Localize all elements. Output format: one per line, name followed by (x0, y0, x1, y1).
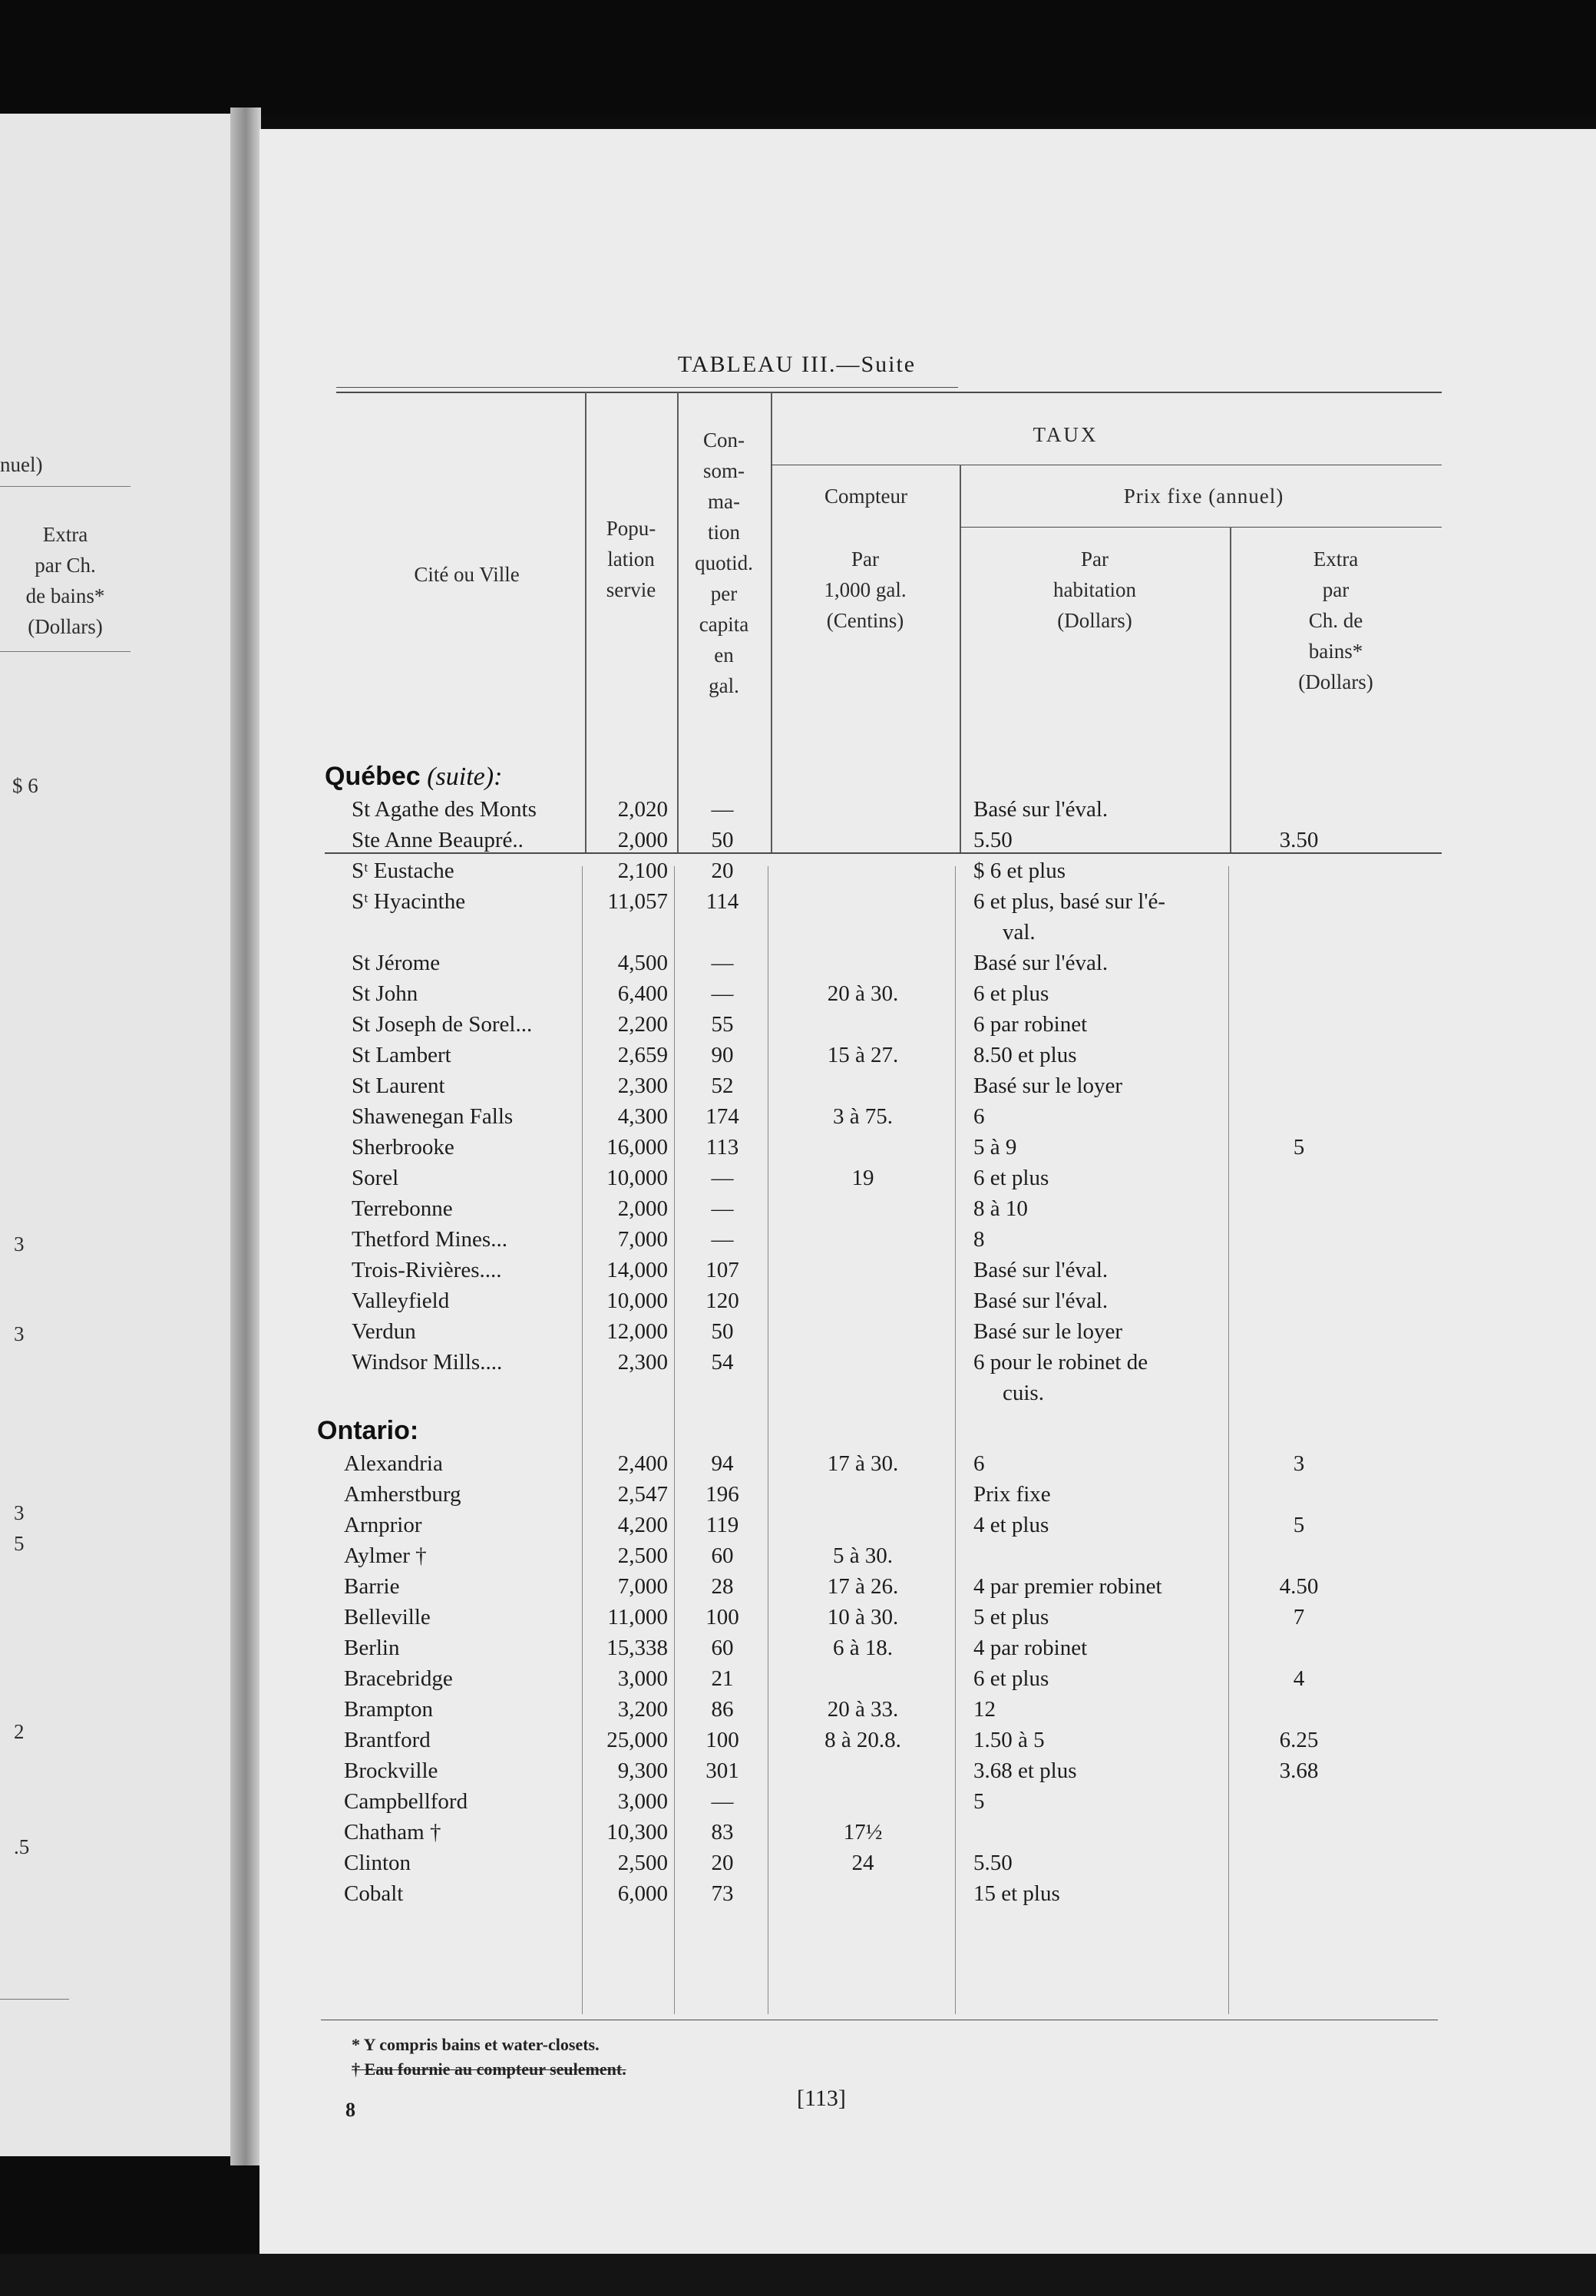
city-name: Brantford (344, 1728, 431, 1752)
table-row (259, 1786, 1596, 1817)
city-name: Sᵗ Eustache (352, 859, 454, 883)
consumption-value: 94 (711, 1451, 734, 1476)
consumption-value: 60 (711, 1636, 734, 1660)
prix-habitation-value: Basé sur l'éval. (973, 797, 1109, 822)
population-value: 7,000 (617, 1574, 668, 1599)
population-value: 7,000 (617, 1227, 668, 1252)
header-population-line: servie (606, 578, 656, 601)
title-rule (336, 387, 958, 388)
compteur-value: 6 à 18. (832, 1636, 894, 1660)
table-row (259, 1694, 1596, 1725)
table-row (259, 1633, 1596, 1663)
table-row (259, 1663, 1596, 1694)
population-value: 11,000 (607, 1605, 668, 1629)
table-row (259, 1479, 1596, 1510)
city-name: Berlin (344, 1636, 400, 1660)
population-value: 2,659 (617, 1043, 668, 1067)
prix-habitation-value: 5.50 (973, 828, 1013, 852)
header-extra-line: bains* (1308, 640, 1363, 663)
table-row (259, 1540, 1596, 1571)
consumption-value: 120 (705, 1289, 739, 1313)
prix-habitation-value: 6 pour le robinet de (973, 1350, 1148, 1375)
population-value: 9,300 (617, 1758, 668, 1783)
prix-habitation-value: 3.68 et plus (973, 1758, 1077, 1783)
consumption-value: 20 (711, 859, 734, 883)
city-name: Windsor Mills.... (352, 1350, 503, 1375)
left-page-value: .5 (14, 1835, 30, 1858)
prix-habitation-value: 4 par premier robinet (973, 1574, 1162, 1599)
header-consumption-line: Con- (703, 428, 745, 452)
table-row (259, 1193, 1596, 1224)
scan-border-top (0, 0, 1596, 115)
population-value: 2,000 (617, 1196, 668, 1221)
population-value: 2,300 (617, 1350, 668, 1375)
city-name: St Jérome (352, 951, 441, 975)
population-value: 2,100 (617, 859, 668, 883)
table-row (259, 1571, 1596, 1602)
left-page-value: 3 (14, 1232, 25, 1256)
header-consumption-line: ma- (708, 490, 740, 513)
header-consumption-line: tion (707, 521, 740, 544)
left-page-header-line: (Dollars) (28, 615, 103, 638)
consumption-value: 83 (711, 1820, 734, 1844)
population-value: 25,000 (606, 1728, 668, 1752)
prix-habitation-value: 4 et plus (973, 1513, 1049, 1537)
population-value: 2,200 (617, 1012, 668, 1037)
compteur-value: 20 à 33. (827, 1697, 899, 1722)
table-row (259, 1878, 1596, 1909)
table-title: TABLEAU III.—Suite (677, 352, 917, 377)
population-value: 3,200 (617, 1697, 668, 1722)
consumption-value: 301 (705, 1758, 739, 1783)
population-value: 10,300 (606, 1820, 668, 1844)
left-page-header-fragment: nuel) (0, 453, 43, 476)
city-name: Verdun (352, 1319, 416, 1344)
consumption-value: 52 (711, 1074, 734, 1098)
population-value: 2,300 (617, 1074, 668, 1098)
consumption-value: 55 (711, 1012, 734, 1037)
extra-value: 3.50 (1279, 828, 1319, 852)
table-row (259, 1755, 1596, 1786)
compteur-value: 24 (851, 1851, 874, 1875)
prix-habitation-value: 6 (973, 1451, 985, 1476)
header-population (585, 513, 677, 605)
prix-habitation-value: 5 et plus (973, 1605, 1049, 1629)
prix-habitation-value: 6 et plus (973, 1166, 1049, 1190)
consumption-value: 20 (711, 1851, 734, 1875)
left-page-value: 5 (14, 1532, 25, 1555)
compteur-value: 8 à 20.8. (824, 1728, 901, 1752)
consumption-value: 28 (711, 1574, 734, 1599)
header-population-line: lation (607, 548, 655, 571)
left-page-header-line: Extra (42, 523, 88, 546)
population-value: 10,000 (606, 1166, 668, 1190)
prix-habitation-value: 8.50 et plus (973, 1043, 1077, 1067)
city-name: Belleville (344, 1605, 431, 1629)
left-page-rule (0, 486, 131, 487)
table-row (259, 1224, 1596, 1255)
compteur-value: 3 à 75. (832, 1104, 894, 1129)
population-value: 3,000 (617, 1666, 668, 1691)
table-row (259, 825, 1596, 855)
consumption-value: 196 (705, 1482, 739, 1507)
table-row (259, 1448, 1596, 1479)
consumption-value: — (711, 1166, 734, 1190)
table-row (259, 794, 1596, 825)
footnote-2: † Eau fournie au compteur seulement. (352, 2059, 626, 2079)
table-row (259, 1132, 1596, 1163)
prix-habitation-value: 8 à 10 (973, 1196, 1028, 1221)
header-compteur: Compteur (824, 485, 907, 508)
consumption-value: 21 (711, 1666, 734, 1691)
consumption-value: 73 (711, 1881, 734, 1906)
city-name: Shawenegan Falls (352, 1104, 514, 1129)
prix-habitation-value: 5 à 9 (973, 1135, 1017, 1160)
population-value: 15,338 (606, 1636, 668, 1660)
table-row (259, 1101, 1596, 1132)
prix-habitation-value: 12 (973, 1697, 996, 1722)
prix-habitation-value: 6 et plus (973, 1666, 1049, 1691)
consumption-value: — (711, 1789, 734, 1814)
table-row (259, 1070, 1596, 1101)
table-row (259, 1725, 1596, 1755)
header-prix-fixe: Prix fixe (annuel) (1123, 485, 1284, 508)
header-extra-line: Extra (1313, 548, 1359, 571)
consumption-value: — (711, 981, 734, 1006)
table-row (259, 1009, 1596, 1040)
header-par-1000-line: 1,000 gal. (824, 578, 907, 601)
city-name: Sherbrooke (352, 1135, 454, 1160)
consumption-value: 114 (705, 889, 739, 914)
population-value: 4,300 (617, 1104, 668, 1129)
left-page-extra-header (0, 519, 131, 642)
header-par-habitation-line: Par (1081, 548, 1109, 571)
table-row (259, 1848, 1596, 1878)
population-value: 10,000 (606, 1289, 668, 1313)
scan-border-bottom (0, 2254, 1596, 2296)
population-value: 2,400 (617, 1451, 668, 1476)
book-gutter (230, 108, 261, 2165)
header-consumption-line: per (710, 582, 738, 605)
city-name: St John (352, 981, 418, 1006)
province-heading (325, 762, 502, 792)
prix-habitation-value: 5.50 (973, 1851, 1013, 1875)
city-name: Brampton (344, 1697, 433, 1722)
consumption-value: 86 (711, 1697, 734, 1722)
table-row (259, 1602, 1596, 1633)
city-name: Thetford Mines... (352, 1227, 507, 1252)
header-consumption-line: gal. (709, 674, 739, 697)
prix-habitation-value: Basé sur l'éval. (973, 1258, 1109, 1282)
extra-value: 6.25 (1279, 1728, 1319, 1752)
prix-habitation-value: 6 et plus, basé sur l'é- (973, 889, 1166, 914)
population-value: 6,400 (617, 981, 668, 1006)
table-row (259, 948, 1596, 978)
city-name: Sᵗ Hyacinthe (352, 889, 466, 914)
extra-value: 3.68 (1279, 1758, 1319, 1783)
header-population-line: Popu- (606, 517, 656, 540)
consumption-value: — (711, 1227, 734, 1252)
consumption-value: 113 (705, 1135, 739, 1160)
header-consumption-line: capita (699, 613, 749, 636)
city-name: Terrebonne (352, 1196, 453, 1221)
prix-habitation-continuation: val. (1003, 920, 1036, 945)
consumption-value: 50 (711, 828, 734, 852)
header-city: Cité ou Ville (414, 563, 520, 586)
city-name: Trois-Rivières.... (352, 1258, 502, 1282)
compteur-value: 15 à 27. (827, 1043, 899, 1067)
province-heading (317, 1416, 418, 1446)
city-name: Campbellford (344, 1789, 468, 1814)
table-row-continuation (259, 1378, 1596, 1408)
header-extra-line: Ch. de (1308, 609, 1363, 632)
city-name: Bracebridge (344, 1666, 453, 1691)
prix-habitation-value: Basé sur l'éval. (973, 1289, 1109, 1313)
consumption-value: 50 (711, 1319, 734, 1344)
header-par-habitation (960, 544, 1230, 636)
city-name: Arnprior (344, 1513, 422, 1537)
population-value: 2,000 (617, 828, 668, 852)
left-page-value: 3 (14, 1322, 25, 1345)
footnote-1: * Y compris bains et water-closets. (352, 2035, 600, 2054)
prix-habitation-value: Basé sur le loyer (973, 1074, 1123, 1098)
left-page-header-line: de bains* (25, 584, 105, 607)
consumption-value: 90 (711, 1043, 734, 1067)
consumption-value: 174 (705, 1104, 739, 1129)
header-top-rule (336, 392, 1442, 393)
left-page-rule (0, 651, 131, 652)
header-consumption (677, 425, 771, 701)
prix-habitation-value: 5 (973, 1789, 985, 1814)
city-name: Barrie (344, 1574, 400, 1599)
city-name: Amherstburg (344, 1482, 461, 1507)
population-value: 11,057 (607, 889, 668, 914)
header-extra-line: par (1322, 578, 1350, 601)
header-taux: TAUX (1033, 423, 1099, 446)
city-name: Chatham † (344, 1820, 441, 1844)
left-page-value: 3 (14, 1501, 25, 1524)
header-par-1000-line: (Centins) (826, 609, 904, 632)
left-page-value: $ 6 (12, 774, 38, 797)
right-page (259, 129, 1596, 2296)
compteur-value: 19 (851, 1166, 874, 1190)
city-name: St Lambert (352, 1043, 451, 1067)
compteur-value: 17 à 26. (827, 1574, 899, 1599)
population-value: 12,000 (606, 1319, 668, 1344)
left-page-value: 2 (14, 1720, 25, 1743)
table-row (259, 1817, 1596, 1848)
population-value: 14,000 (606, 1258, 668, 1282)
consumption-value: 100 (705, 1605, 739, 1629)
extra-value: 3 (1293, 1451, 1305, 1476)
population-value: 3,000 (617, 1789, 668, 1814)
prix-habitation-value: 6 par robinet (973, 1012, 1088, 1037)
city-name: Brockville (344, 1758, 438, 1783)
population-value: 6,000 (617, 1881, 668, 1906)
city-name: Clinton (344, 1851, 411, 1875)
consumption-value: 119 (705, 1513, 739, 1537)
prix-habitation-value: $ 6 et plus (973, 859, 1066, 883)
city-name: St Joseph de Sorel... (352, 1012, 533, 1037)
consumption-value: 54 (711, 1350, 734, 1375)
header-par-1000-line: Par (851, 548, 879, 571)
header-consumption-line: en (714, 643, 734, 667)
extra-value: 4 (1293, 1666, 1305, 1691)
table-row (259, 1255, 1596, 1285)
table-row (259, 1285, 1596, 1316)
city-name: Aylmer † (344, 1543, 427, 1568)
header-consumption-line: som- (703, 459, 745, 482)
left-facing-page (0, 114, 244, 2156)
population-value: 2,547 (617, 1482, 668, 1507)
prix-habitation-value: 15 et plus (973, 1881, 1060, 1906)
left-page-header-line: par Ch. (35, 554, 96, 577)
population-value: 2,500 (617, 1543, 668, 1568)
header-par-habitation-line: (Dollars) (1057, 609, 1132, 632)
consumption-value: 107 (705, 1258, 739, 1282)
col-divider-pop (585, 392, 587, 852)
population-value: 4,500 (617, 951, 668, 975)
province-name: Québec (325, 762, 421, 791)
page-number: [113] (797, 2086, 846, 2111)
population-value: 4,200 (617, 1513, 668, 1537)
prix-habitation-value: 6 (973, 1104, 985, 1129)
header-consumption-line: quotid. (695, 551, 753, 574)
consumption-value: 100 (705, 1728, 739, 1752)
population-value: 2,500 (617, 1851, 668, 1875)
prix-habitation-value: 8 (973, 1227, 985, 1252)
table-row (259, 1163, 1596, 1193)
header-extra (1230, 544, 1442, 697)
table-row (259, 1510, 1596, 1540)
table-row (259, 978, 1596, 1009)
extra-value: 5 (1293, 1513, 1305, 1537)
compteur-value: 10 à 30. (827, 1605, 899, 1629)
province-suffix: (suite): (420, 763, 503, 791)
compteur-value: 17 à 30. (827, 1451, 899, 1476)
population-value: 16,000 (606, 1135, 668, 1160)
left-page-rule (0, 1999, 69, 2000)
prix-habitation-continuation: cuis. (1003, 1381, 1044, 1405)
consumption-value: — (711, 797, 734, 822)
province-name: Ontario: (317, 1416, 419, 1445)
prix-habitation-value: 1.50 à 5 (973, 1728, 1045, 1752)
compteur-value: 17½ (843, 1820, 883, 1844)
prix-habitation-value: Basé sur le loyer (973, 1319, 1123, 1344)
compteur-value: 20 à 30. (827, 981, 899, 1006)
signature-mark: 8 (345, 2099, 355, 2121)
prix-habitation-value: 6 et plus (973, 981, 1049, 1006)
header-par-1000-gal (771, 544, 960, 636)
table-row (259, 1347, 1596, 1378)
table-row (259, 1040, 1596, 1070)
table-row (259, 886, 1596, 917)
city-name: Alexandria (344, 1451, 443, 1476)
city-name: Cobalt (344, 1881, 404, 1906)
consumption-value: 60 (711, 1543, 734, 1568)
city-name: St Laurent (352, 1074, 445, 1098)
header-extra-line: (Dollars) (1298, 670, 1373, 693)
table-row (259, 1316, 1596, 1347)
prix-fixe-rule (960, 527, 1442, 528)
header-par-habitation-line: habitation (1053, 578, 1136, 601)
table-row-continuation (259, 917, 1596, 948)
compteur-value: 5 à 30. (832, 1543, 894, 1568)
city-name: Sorel (352, 1166, 399, 1190)
city-name: Ste Anne Beaupré.. (352, 828, 524, 852)
prix-habitation-value: Prix fixe (973, 1482, 1051, 1507)
city-name: Valleyfield (352, 1289, 450, 1313)
consumption-value: — (711, 951, 734, 975)
city-name: St Agathe des Monts (352, 797, 537, 822)
consumption-value: — (711, 1196, 734, 1221)
extra-value: 4.50 (1279, 1574, 1319, 1599)
table-row (259, 855, 1596, 886)
prix-habitation-value: Basé sur l'éval. (973, 951, 1109, 975)
population-value: 2,020 (617, 797, 668, 822)
extra-value: 7 (1293, 1605, 1305, 1629)
extra-value: 5 (1293, 1135, 1305, 1160)
prix-habitation-value: 4 par robinet (973, 1636, 1088, 1660)
